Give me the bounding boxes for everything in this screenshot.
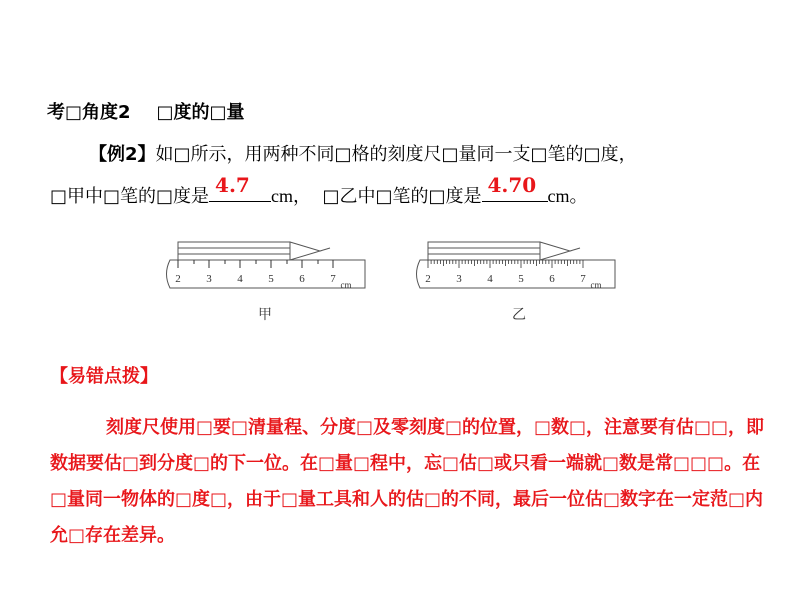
example-question-text: 如□所示，用两种不同□格的刻度尺□量同一支□笔的□度， [155, 144, 637, 165]
unit-2: cm。 [547, 186, 588, 206]
answer-blank-1 [209, 173, 271, 202]
example-line-2 [50, 173, 588, 208]
tick-label: 6 [549, 273, 555, 285]
tip-title: 【易错点拨】 [50, 366, 158, 387]
figure-label-left: 甲 [258, 307, 272, 323]
tick-label: 6 [299, 273, 305, 285]
example-tag: 【例2】 [89, 144, 156, 165]
question-part-a: □甲中□笔的□度是 [50, 186, 210, 207]
tick-label: 3 [456, 273, 462, 285]
tick-label: 4 [487, 273, 493, 285]
answer-1: 4.7 [215, 173, 250, 197]
heading-prefix: 考□角度2 [47, 102, 131, 123]
tick-label: 2 [425, 273, 431, 285]
figure-label-right: 乙 [512, 307, 526, 323]
question-part-b: □乙中□笔的□度是 [322, 186, 482, 207]
ruler-figure-right [410, 236, 625, 300]
section-heading [47, 98, 245, 124]
pencil-right [428, 242, 580, 260]
unit-1: cm， [271, 186, 312, 206]
tick-label: 7 [580, 273, 586, 285]
tick-label: 5 [268, 273, 274, 285]
tick-label: 2 [175, 273, 181, 285]
answer-2: 4.70 [487, 173, 537, 197]
tick-label: 3 [206, 273, 212, 285]
unit-label: cm [340, 280, 352, 290]
answer-blank-2 [482, 173, 548, 202]
tick-label: 4 [237, 273, 243, 285]
pencil-left [178, 242, 330, 260]
tip-text: 刻度尺使用□要□清量程、分度□及零刻度□的位置，□数□，注意要有估□□，即数据要估□到分度□的下一位。在□量□程中，忘□估□或只看一端就□数是常□□□。在□量同一物体的□度□，由于□量工具和人的估□的不同，最后一位估□数字在一定范□内允□存在差异。 [50, 417, 765, 546]
example-line-1 [89, 140, 637, 166]
heading-title: □度的□量 [156, 102, 245, 123]
ruler-figure-left [160, 236, 375, 300]
tick-label: 7 [330, 273, 336, 285]
unit-label: cm [590, 280, 602, 290]
tick-label: 5 [518, 273, 524, 285]
